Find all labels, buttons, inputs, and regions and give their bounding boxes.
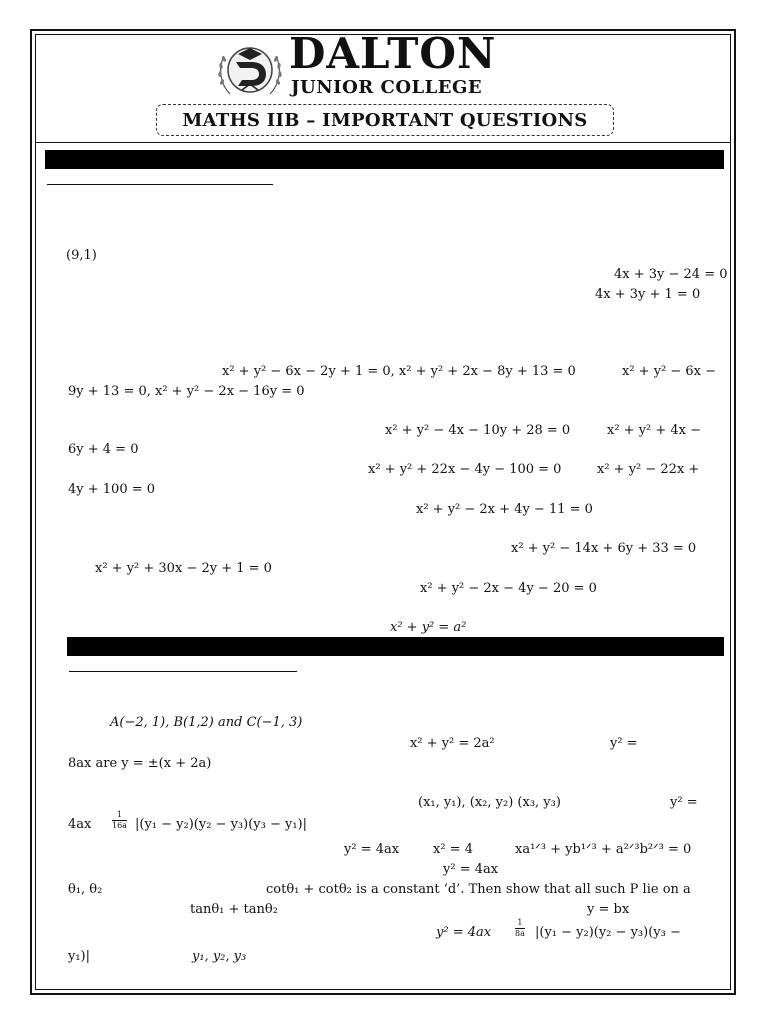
line-text: 8ax are y = ±(x + 2a) <box>68 756 212 771</box>
line-text: (9,1) <box>66 248 97 263</box>
line-text: θ₁, θ₂ <box>68 882 103 897</box>
section-1-underline <box>47 184 273 185</box>
header-divider <box>35 142 731 143</box>
line-text: (x₁, y₁), (x₂, y₂) (x₃, y₃) <box>418 795 561 810</box>
line-text: x² + y² − 2x − 4y − 20 = 0 <box>420 581 597 596</box>
section-1-heading-bar <box>45 150 724 169</box>
line-text: 9y + 13 = 0, x² + y² − 2x − 16y = 0 <box>68 384 305 399</box>
section-2-underline <box>69 671 297 672</box>
line-text: x² + y² + 30x − 2y + 1 = 0 <box>95 561 272 576</box>
line-text: 4y + 100 = 0 <box>68 482 156 497</box>
fraction <box>515 919 525 938</box>
line-text: y² = 4ax <box>443 862 499 877</box>
line-text: y² = <box>670 795 698 810</box>
line-text: |(y₁ − y₂)(y₂ − y₃)(y₃ − <box>535 925 681 940</box>
document-title-box <box>156 104 614 136</box>
line-text: 4ax <box>68 817 92 832</box>
line-text: x² + y² + 4x − <box>607 423 702 438</box>
section-2-heading-bar <box>67 637 724 656</box>
line-text: y₁)| <box>68 949 91 964</box>
line-text: 4x + 3y + 1 = 0 <box>595 287 701 302</box>
fraction-denominator: 16a <box>112 821 127 830</box>
line-text: 4x + 3y − 24 = 0 <box>614 267 728 282</box>
line-text: y² = <box>610 736 638 751</box>
line-text: y = bx <box>587 902 630 917</box>
line-text: x² + y² − 22x + <box>597 462 700 477</box>
line-text: x² + y² − 14x + 6y + 33 = 0 <box>511 541 697 556</box>
document-title: MATHS IIB – IMPORTANT QUESTIONS <box>182 109 588 131</box>
line-text: x² + y² = a² <box>390 620 467 635</box>
line-text: y² = 4ax <box>436 925 492 940</box>
line-text: x² = 4 <box>433 842 473 857</box>
line-text: y² = 4ax <box>344 842 400 857</box>
line-text: xa¹ᐟ³ + yb¹ᐟ³ + a²ᐟ³b²ᐟ³ = 0 <box>515 842 692 857</box>
brand-subtitle: JUNIOR COLLEGE <box>291 77 483 98</box>
line-text: x² + y² − 6x − <box>622 364 717 379</box>
line-text: y₁, y₂, y₃ <box>192 949 247 964</box>
brand-name: DALTON <box>289 29 497 78</box>
line-text: x² + y² = 2a² <box>410 736 495 751</box>
fraction-numerator: 1 <box>515 919 525 929</box>
line-text: x² + y² + 22x − 4y − 100 = 0 <box>368 462 562 477</box>
college-logo-icon <box>216 38 284 102</box>
line-text: cotθ₁ + cotθ₂ is a constant ‘d’. Then show that all such P lie on a <box>266 882 691 897</box>
line-text: x² + y² − 2x + 4y − 11 = 0 <box>416 502 593 517</box>
line-text: 6y + 4 = 0 <box>68 442 139 457</box>
line-text: x² + y² − 4x − 10y + 28 = 0 <box>385 423 571 438</box>
line-text: A(−2, 1), B(1,2) and C(−1, 3) <box>110 715 303 730</box>
fraction <box>112 811 127 830</box>
line-text: |(y₁ − y₂)(y₂ − y₃)(y₃ − y₁)| <box>135 817 307 832</box>
line-text: tanθ₁ + tanθ₂ <box>190 902 278 917</box>
line-text: x² + y² − 6x − 2y + 1 = 0, x² + y² + 2x − 8y + 13 = 0 <box>222 364 576 379</box>
fraction-denominator: 8a <box>515 929 525 938</box>
fraction-numerator: 1 <box>112 811 127 821</box>
